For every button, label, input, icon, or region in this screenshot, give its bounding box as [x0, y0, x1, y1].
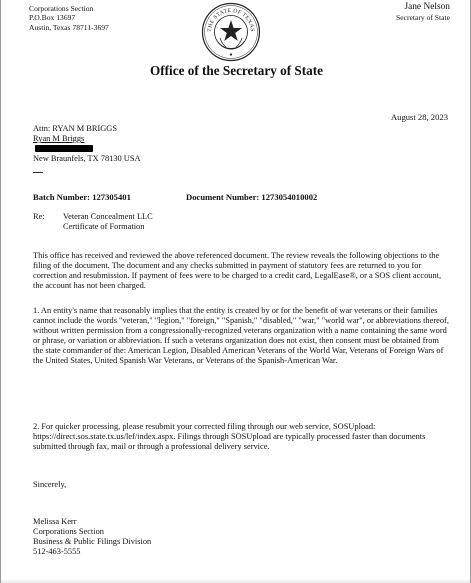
review-paragraph: This office has received and reviewed the above referenced document. The review reveals the following objections to the filing of the document. The document and any checks submitted in payment of statutory fees are returned to you for correction and resubmission. If payment of fees were to be charged to a credit card, LegalEase®, or a SOS client account, the account has not been charged.	[33, 251, 442, 291]
document-number: Document Number: 1273054010002	[186, 192, 318, 202]
resubmit-paragraph: 2. For quicker processing, please resubmit your corrected filing through our web service, SOSUpload: https://direct.sos.state.tx.us/lef/index.aspx. Filings through SOSUpload are typically processed faster than documents submitted through fax, mail or through a professional delivery service.	[33, 422, 426, 452]
section-name: Corporations Section	[29, 4, 94, 13]
recipient-block	[33, 124, 141, 164]
svg-text:THE STATE OF TEXAS: THE STATE OF TEXAS	[206, 7, 256, 33]
signer-name: Jane Nelson	[404, 2, 450, 12]
signer-phone: 512-463-5555	[33, 547, 81, 557]
signature-block	[33, 517, 151, 557]
signer-person: Melissa Kerr	[33, 517, 77, 526]
recipient-city: New Braunfels, TX 78130 USA	[33, 154, 141, 164]
re-subject	[63, 212, 153, 232]
recipient-name: Ryan M Briggs	[33, 134, 85, 144]
objection-paragraph: 1. An entity's name that reasonably implies that the entity is created by or for the benefit of war veterans or their families cannot include the words "veteran," "legion," "foreign," "Spanish," "disabled," "war," "world war", or abbreviations thereof, without written permission from a congressionally-recognized veterans organization with a name containing the same word or phrase, or variation or abbreviation. If such a veterans organization does not exist, then consent must be obtained from the state commander of the: American Legion, Disabled American Veterans of the World War, Veterans of Foreign Wars of the United States, United Spanish War Veterans, or Veterans of the Spanish-American War.	[33, 306, 449, 366]
office-title: Office of the Secretary of State	[150, 63, 323, 78]
letter-date: August 28, 2023	[390, 112, 448, 122]
closing: Sincerely,	[33, 480, 67, 489]
po-box: P.O.Box 13697	[29, 13, 76, 23]
redaction-bar	[35, 145, 93, 152]
signer-division: Business & Public Filings Division	[33, 537, 152, 547]
section-address	[29, 4, 109, 32]
texas-seal-icon	[201, 2, 261, 62]
city-zip: Austin, Texas 78711-3697	[29, 22, 109, 32]
filing-type: Certificate of Formation	[63, 222, 145, 232]
separator-dash	[33, 172, 43, 173]
signer-block	[396, 2, 450, 22]
batch-number: Batch Number: 127305401	[33, 192, 131, 202]
recipient-attn: Attn: RYAN M BRIGGS	[33, 124, 117, 133]
page-edge	[1, 579, 470, 583]
entity-name: Veteran Concealment LLC	[63, 212, 153, 221]
re-label: Re:	[33, 212, 45, 221]
recipient-street	[33, 144, 141, 154]
signer-title: Secretary of State	[396, 13, 450, 22]
signer-section: Corporations Section	[33, 527, 104, 537]
